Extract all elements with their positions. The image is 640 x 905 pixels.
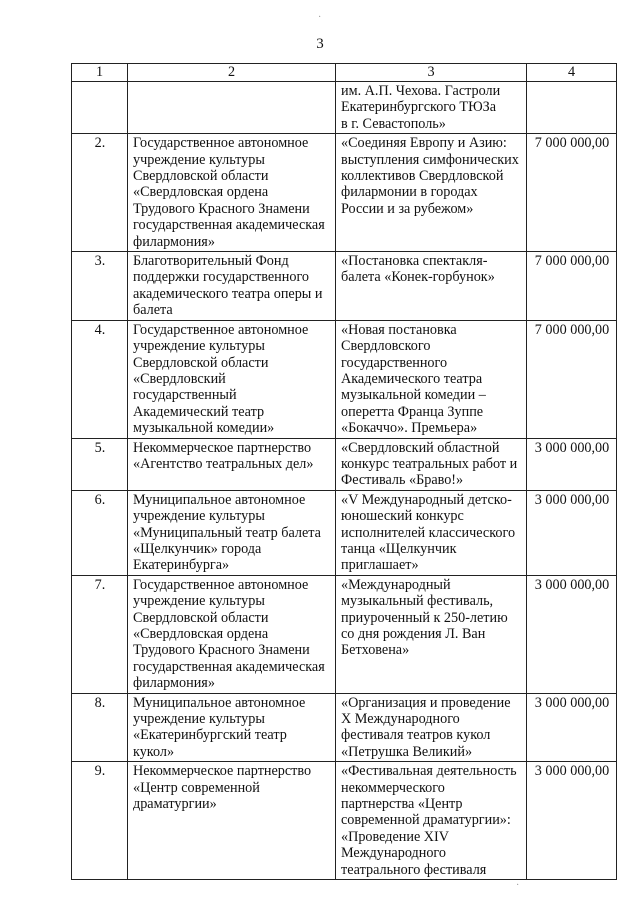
organization-cell: Государственное автономное учреждение культуры Свердловской области «Свердловская ордена Трудового Красного Знамени государственная академическая филармония» [128, 134, 336, 252]
table-row [72, 575, 617, 693]
page-number: 3 [316, 36, 324, 52]
row-number: 6. [72, 490, 128, 575]
amount-cell: 3 000 000,00 [527, 575, 617, 693]
activity-cell: «Новая постановка Свердловского государственного Академического театра музыкальной комедии – оперетта Франца Зуппе «Бокаччо». Премьера» [336, 320, 527, 438]
organization-cell: Муниципальное автономное учреждение культуры «Екатеринбургский театр кукол» [128, 693, 336, 762]
organization-cell: Муниципальное автономное учреждение культуры «Муниципальный театр балета «Щелкунчик» города Екатеринбурга» [128, 490, 336, 575]
table-row [72, 82, 617, 134]
table-row [72, 762, 617, 880]
table-row [72, 693, 617, 762]
header-row [72, 64, 617, 82]
amount-cell: 3 000 000,00 [527, 693, 617, 762]
row-number: 3. [72, 252, 128, 321]
amount-cell: 7 000 000,00 [527, 252, 617, 321]
activity-cell: «Свердловский областной конкурс театральных работ и Фестиваль «Браво!» [336, 438, 527, 490]
amount-cell: 7 000 000,00 [527, 320, 617, 438]
table-header [72, 64, 617, 82]
amount-cell: 3 000 000,00 [527, 438, 617, 490]
header-col-3: 3 [336, 64, 527, 82]
organization-cell: Государственное автономное учреждение культуры Свердловской области «Свердловская ордена Трудового Красного Знамени государственная академическая филармония» [128, 575, 336, 693]
scan-speck: · [516, 880, 520, 891]
row-number: 8. [72, 693, 128, 762]
header-col-2: 2 [128, 64, 336, 82]
table-row [72, 134, 617, 252]
row-number: 4. [72, 320, 128, 438]
activity-cell: «Организация и проведение X Международного фестиваля театров кукол «Петрушка Великий» [336, 693, 527, 762]
organization-cell: Благотворительный Фонд поддержки государственного академического театра оперы и балета [128, 252, 336, 321]
grants-table [71, 63, 617, 880]
table-body [72, 82, 617, 880]
row-number: 5. [72, 438, 128, 490]
amount-cell: 3 000 000,00 [527, 490, 617, 575]
amount-cell: 3 000 000,00 [527, 762, 617, 880]
amount-cell: 7 000 000,00 [527, 134, 617, 252]
activity-cell: «Постановка спектакля- балета «Конек-горбунок» [336, 252, 527, 321]
scan-speck: · [318, 12, 322, 23]
activity-cell: «V Международный детско- юношеский конкурс исполнителей классического танца «Щелкунчик приглашает» [336, 490, 527, 575]
row-number: 7. [72, 575, 128, 693]
organization-cell [128, 82, 336, 134]
row-number [72, 82, 128, 134]
organization-cell: Некоммерческое партнерство «Центр современной драматургии» [128, 762, 336, 880]
activity-cell: «Соединяя Европу и Азию: выступления симфонических коллективов Свердловской филармонии в городах России и за рубежом» [336, 134, 527, 252]
amount-cell [527, 82, 617, 134]
table-row [72, 252, 617, 321]
activity-cell: им. А.П. Чехова. Гастроли Екатеринбургского ТЮЗа в г. Севастополь» [336, 82, 527, 134]
activity-cell: «Фестивальная деятельность некоммерческого партнерства «Центр современной драматургии»: «Проведение XIV Международного театрального фестиваля [336, 762, 527, 880]
table-row [72, 490, 617, 575]
activity-cell: «Международный музыкальный фестиваль, приуроченный к 250-летию со дня рождения Л. Ван Бетховена» [336, 575, 527, 693]
organization-cell: Государственное автономное учреждение культуры Свердловской области «Свердловский государственный Академический театр музыкальной комедии» [128, 320, 336, 438]
header-col-4: 4 [527, 64, 617, 82]
table-row [72, 320, 617, 438]
organization-cell: Некоммерческое партнерство «Агентство театральных дел» [128, 438, 336, 490]
row-number: 2. [72, 134, 128, 252]
header-col-1: 1 [72, 64, 128, 82]
table-row [72, 438, 617, 490]
row-number: 9. [72, 762, 128, 880]
